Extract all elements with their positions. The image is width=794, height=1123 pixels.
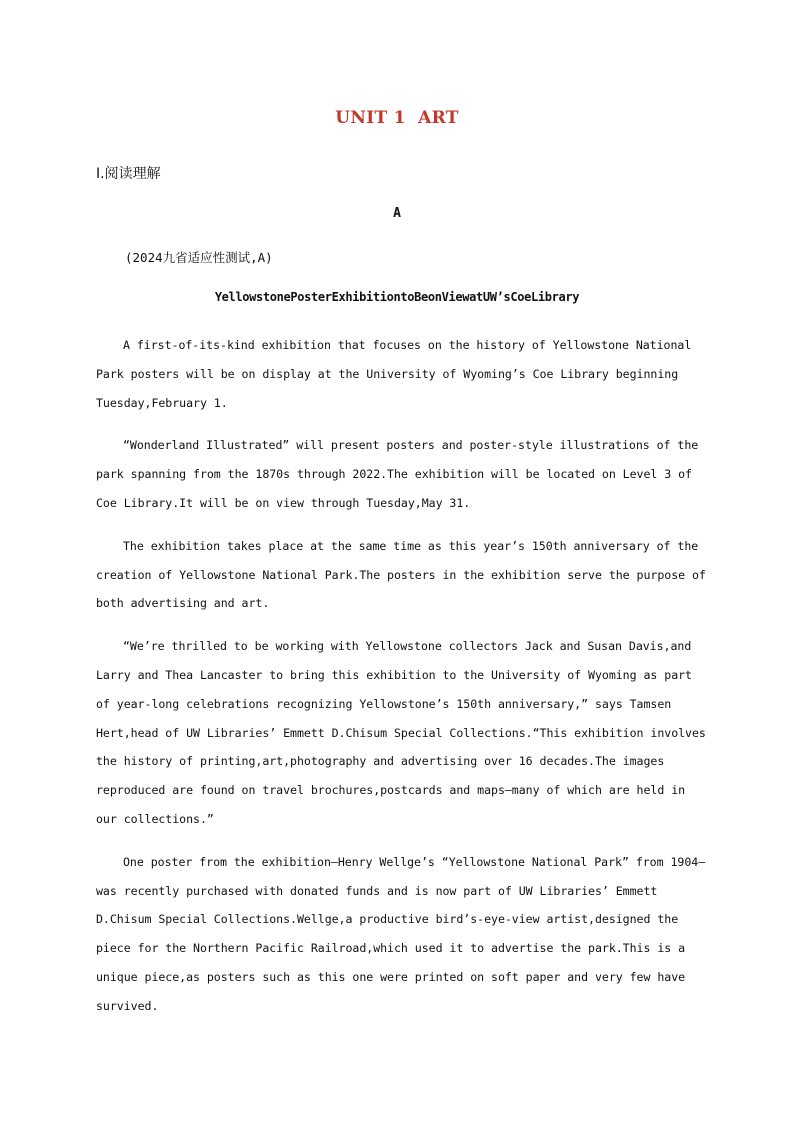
paragraph-3: The exhibition takes place at the same time as this year’s 150th anniversary of the creation of Yellowstone National Park.The posters in the exhibition serve the purpose of both advertising and art.: [96, 538, 706, 611]
section-heading: Ⅰ.阅读理解: [96, 166, 161, 182]
article-title: YellowstonePosterExhibitiontoBeonViewatUW’sCoeLibrary: [214, 290, 580, 304]
paragraph-4: “We’re thrilled to be working with Yellowstone collectors Jack and Susan Davis,and Larry and Thea Lancaster to bring this exhibition to the University of Wyoming as part of year-long celebrations recognizing Yellowstone’s 150th anniversary,” says Tamsen Hert,head of UW Libraries’ Emmett D.Chisum Special Collections.“This exhibition involves the history of printing,art,photography and advertising over 16 decades.The images reproduced are found on travel brochures,postcards and maps—many of which are held in our collections.”: [96, 639, 706, 826]
paragraph-1: A first-of-its-kind exhibition that focuses on the history of Yellowstone National Park posters will be on display at the University of Wyoming’s Coe Library beginning Tuesday,February 1.: [96, 338, 692, 410]
part-label: A: [393, 206, 401, 221]
paragraph-2: “Wonderland Illustrated” will present posters and poster-style illustrations of the park spanning from the 1870s through 2022.The exhibition will be located on Level 3 of Coe Library.It will be on view through Tuesday,May 31.: [96, 438, 699, 510]
article-body: [96, 331, 706, 1035]
source-note: (2024九省适应性测试,A): [125, 250, 273, 265]
unit-title: UNIT 1 ART: [335, 108, 459, 128]
paragraph-5: One poster from the exhibition—Henry Wellge’s “Yellowstone National Park” from 1904—was recently purchased with donated funds and is now part of UW Libraries’ Emmett D.Chisum Special Collections.Wellge,a productive bird’s-eye-view artist,designed the piece for the Northern Pacific Railroad,which used it to advertise the park.This is a unique piece,as posters such as this one were printed on soft paper and very few have survived.: [96, 854, 706, 1013]
